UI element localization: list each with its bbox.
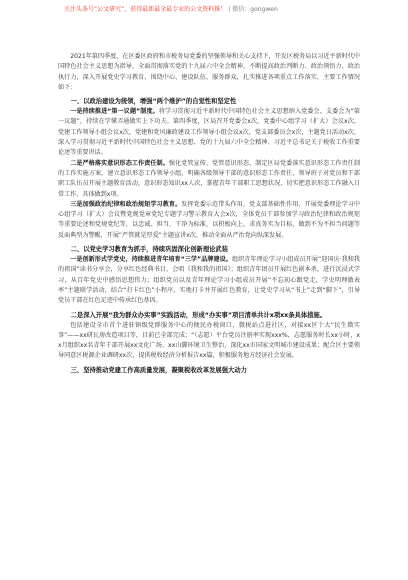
paragraph-lead: 一是持续推进“第一议题”制度。 bbox=[70, 108, 159, 116]
subsection-heading: 二是深入开展“我为群众办实事”实践活动，形成“办实事”项目清单共计x项xx条具体措施。 bbox=[70, 311, 327, 319]
section-heading: 一、以政治建设为统领，增强“两个维护”的自觉性和坚定性 bbox=[70, 98, 237, 106]
banner-wechat-id: gongwen bbox=[250, 6, 278, 13]
paragraph-text: 强化党管宣传、党管意识形态，制定区局党委落实意识形态工作责任制的工作实施方案，建立意识形态工作领导小组，明确各级领导干部的意识形态工作责任，领导班子对党员和干部职工队伍员开展主题教育活动，意识形态知识xx人次，掌握青年干部职工思想状况，切实把意识形态工作融入日常工作，具体做到x项。 bbox=[58, 159, 361, 198]
banner-wechat-label: 微信： bbox=[232, 6, 251, 13]
paragraph bbox=[58, 107, 360, 158]
paragraph-text: 将学习贯彻习近平新时代中国特色社会主义思想纳入党委会、支委会为“第一议题”，持续在学懂弄通做实上下功夫。第四季度，区局召开党委会x次，党委中心组学习（扩大）会议x次，党建工作领导小组会议x次，党建和党风廉政建设工作领导小组会议x次，党支部委员会x次，主题党日活动x次，深入学习贯彻习近平新时代中国特色社会主义思想、党的十九届六中全会精神、习近平总书记关于税收工作重要论述等重要讲话。 bbox=[58, 108, 360, 157]
document-body bbox=[58, 52, 360, 376]
top-banner[interactable]: 关注头条号“公文研究”，获得最新最全最专业的公文资料推！ | 微信：gongwen bbox=[64, 6, 278, 13]
paragraph-lead: 三是加强政治纪律和政治规矩学习教育。 bbox=[70, 200, 182, 208]
paragraph-lead: 一是创新形式学党史，持续推进青年培育“三学”品牌建设。 bbox=[70, 256, 232, 264]
paragraph-text: 包括建设全市首个进驻镇级党群服务中心的便民办税窗口，微税站点进社区，对接xx区十大“民生微实事”——xx研瓦房改造项目等，目前已全部完成；“（志愿）平台党员注册率实现xxx%，志愿服务时长xx小时，xx月组织xx名青年干部开展xx文化广场、xx山脚环境卫生整治，深化xx市国家文明城市建设成果；配合区主要领导同意区税源企业调研xx次，提供税收经济分析报告xx篇，积极服务地方经济社会发展。 bbox=[58, 321, 360, 360]
paragraph-text: 发挥党委示范带头作用，党支部基础性作用，开展党委理论学习中心组学习（扩大）会议暨党规党章党纪专题学习警示教育大会x次，全体党员干部参加学习政治纪律和政治规矩等重要论述和党规党纪等，以忠诚、担当、干净为标准，以积极向上、求真务实为目标，做到不为不担当问题等反面典型为警醒，开展“严管就是厚爱”主题宣讲x次，推动全面从严治党向纵深发展。 bbox=[58, 200, 361, 239]
banner-text: 关注头条号“公文研究”，获得最新最全最专业的公文资料推！ bbox=[64, 6, 227, 13]
paragraph bbox=[58, 52, 360, 93]
paragraph bbox=[58, 200, 360, 241]
section-heading: 二、以党史学习教育为抓手，持续巩固深化创新理论武装 bbox=[70, 246, 229, 254]
paragraph bbox=[58, 159, 360, 200]
paragraph bbox=[58, 255, 360, 306]
paragraph bbox=[58, 321, 360, 362]
paragraph-lead: 二是严格落实意识形态工作责任制。 bbox=[70, 159, 169, 167]
paragraph-text: 组织青年理论学习小组成员开展“迎国庆·我和我的祖国”读书分享会，分享红色经典书目，会唱《我和我的祖国》；组织青年团员开展红色剧本杀，进行沉浸式学习，从百年党史中感悟思想伟力；组织党员以及青年理论学习小组成员开展“不忘初心跟党走，学史明理做表率”主题联学活动，结合“打卡红色”小程序，实地打卡并开展红色教育，让党史学习从“书上”走到“脚下”，引导党员干部在红色足迹中传承红色基因。 bbox=[58, 256, 361, 305]
section-heading: 三、坚持推动党建工作高质量发展，凝聚税收改革发展强大动力 bbox=[70, 366, 247, 374]
paragraph-text: 2021年第四季度，在区委区政府和市税务局党委的坚强领导和关心支持下，开发区税务局以习近平新时代中国特色社会主义思想为指导，全面贯彻落实党的十九届六中全会精神，不断提高政治判断力、政治领悟力、政治执行力，深入开展党史学习教育，围绕中心、建设队伍、服务群众，扎实推进各项重点工作落实，主要工作情况如下： bbox=[58, 53, 360, 91]
